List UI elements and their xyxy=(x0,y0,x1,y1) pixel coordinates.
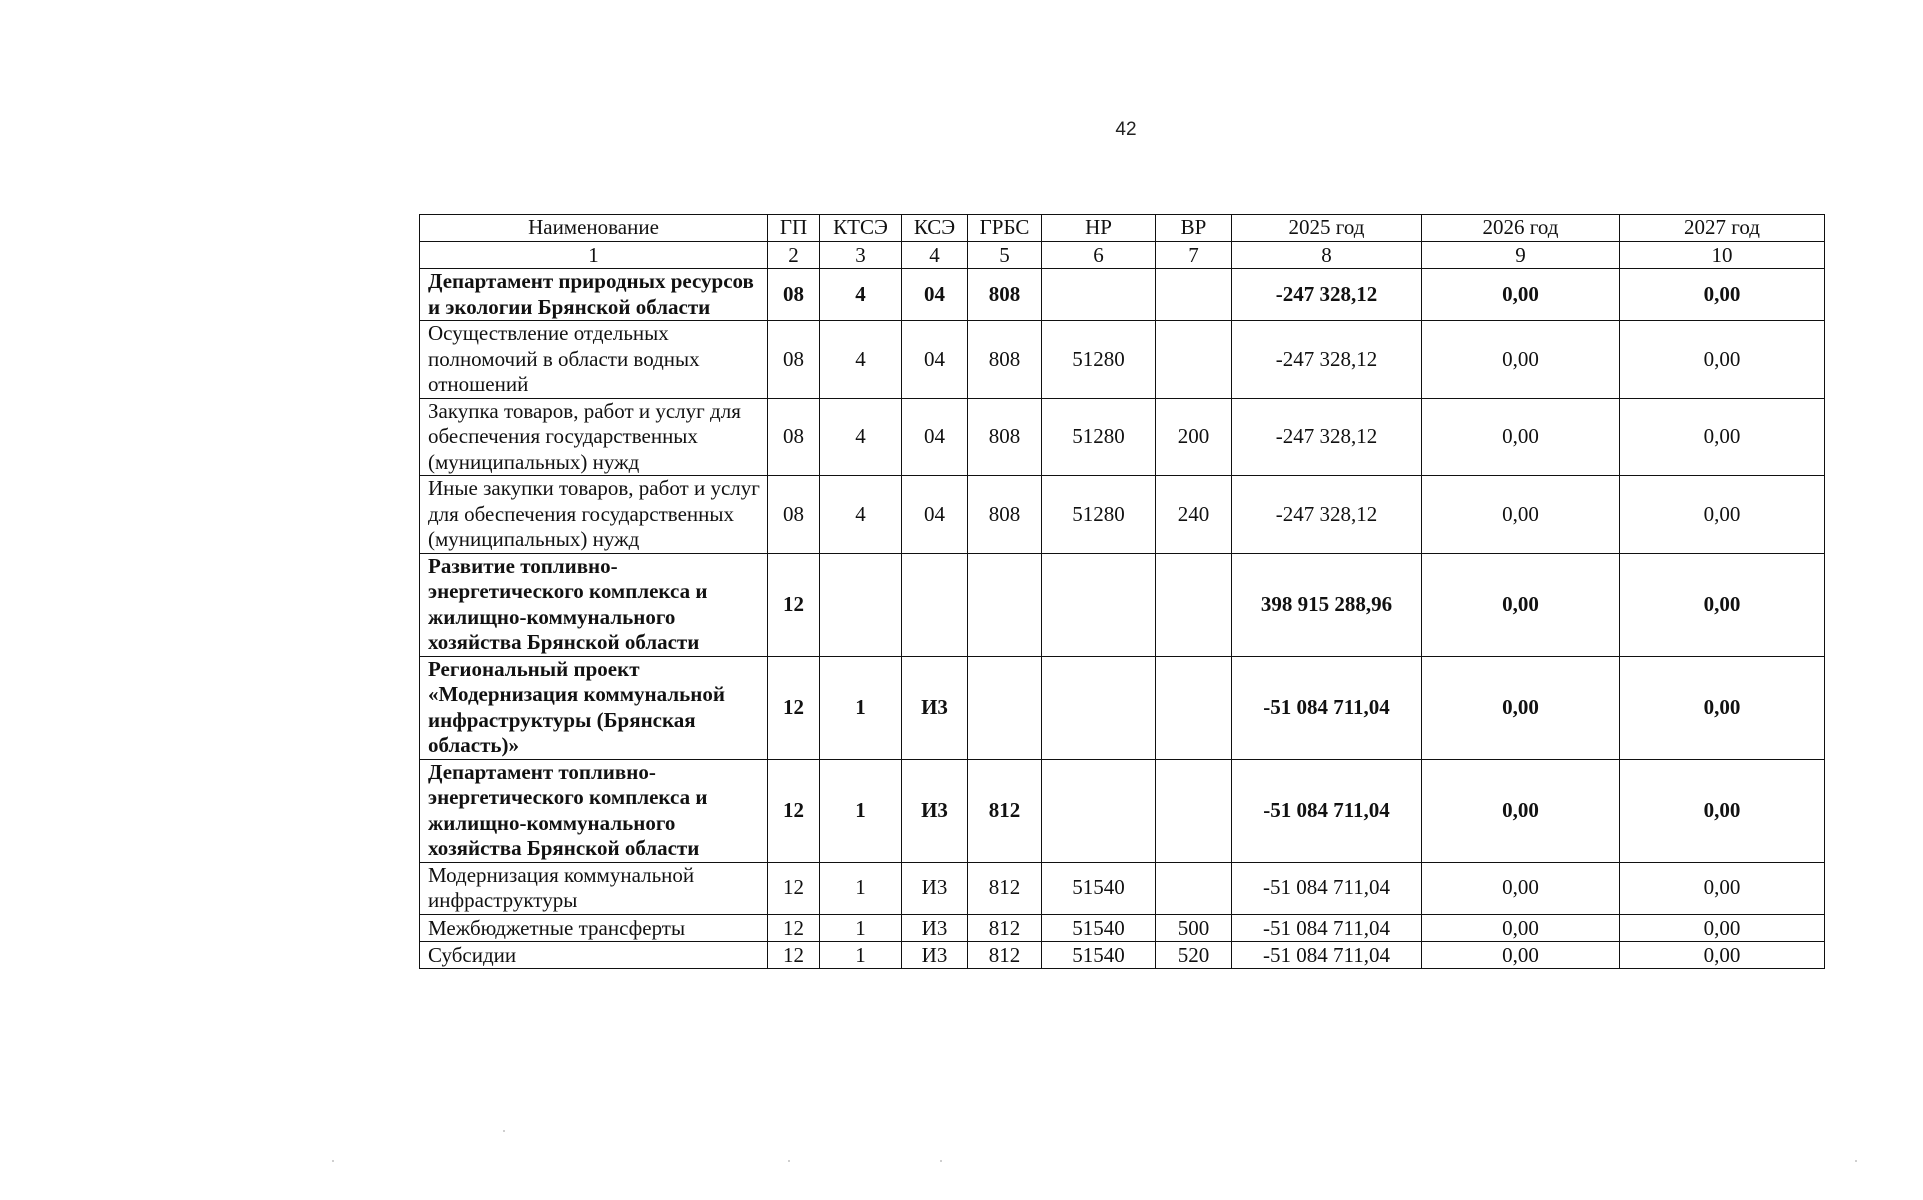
scan-speck xyxy=(503,1130,505,1132)
row-ktse-cell: 4 xyxy=(820,398,902,476)
column-number: 8 xyxy=(1232,242,1422,269)
row-kse-cell: 04 xyxy=(902,398,968,476)
row-2025-cell: -51 084 711,04 xyxy=(1232,914,1422,941)
row-2027-cell: 0,00 xyxy=(1620,476,1825,554)
row-grbs-cell: 812 xyxy=(968,759,1042,862)
row-2026-cell: 0,00 xyxy=(1422,941,1620,968)
row-kse-cell: 04 xyxy=(902,476,968,554)
row-gp-cell: 12 xyxy=(768,941,820,968)
column-number: 5 xyxy=(968,242,1042,269)
row-nr-cell: 51280 xyxy=(1042,476,1156,554)
table-row xyxy=(420,398,1825,476)
scan-speck xyxy=(332,1160,334,1162)
row-kse-cell xyxy=(902,553,968,656)
column-number: 2 xyxy=(768,242,820,269)
row-2025-cell: -51 084 711,04 xyxy=(1232,862,1422,914)
row-kse-cell: И3 xyxy=(902,862,968,914)
row-grbs-cell: 808 xyxy=(968,269,1042,321)
column-number: 7 xyxy=(1156,242,1232,269)
row-nr-cell: 51540 xyxy=(1042,862,1156,914)
scan-speck xyxy=(940,1160,942,1162)
row-name-cell: Департамент природных ресурсов и экологии Брянской области xyxy=(420,269,768,321)
column-number-row xyxy=(420,242,1825,269)
row-vr-cell xyxy=(1156,759,1232,862)
header-ktse: КТСЭ xyxy=(820,215,902,242)
table-row xyxy=(420,476,1825,554)
row-vr-cell: 200 xyxy=(1156,398,1232,476)
row-kse-cell: 04 xyxy=(902,269,968,321)
row-nr-cell: 51280 xyxy=(1042,321,1156,399)
header-gp: ГП xyxy=(768,215,820,242)
row-2025-cell: -247 328,12 xyxy=(1232,269,1422,321)
row-2026-cell: 0,00 xyxy=(1422,656,1620,759)
row-2025-cell: -247 328,12 xyxy=(1232,321,1422,399)
row-2027-cell: 0,00 xyxy=(1620,398,1825,476)
table-header-row xyxy=(420,215,1825,242)
row-vr-cell: 520 xyxy=(1156,941,1232,968)
header-2025: 2025 год xyxy=(1232,215,1422,242)
row-nr-cell xyxy=(1042,656,1156,759)
row-2026-cell: 0,00 xyxy=(1422,759,1620,862)
row-2027-cell: 0,00 xyxy=(1620,656,1825,759)
row-2025-cell: -51 084 711,04 xyxy=(1232,941,1422,968)
row-ktse-cell: 1 xyxy=(820,914,902,941)
page-number: 42 xyxy=(1115,119,1137,140)
row-2025-cell: -51 084 711,04 xyxy=(1232,656,1422,759)
row-gp-cell: 08 xyxy=(768,269,820,321)
row-vr-cell xyxy=(1156,656,1232,759)
column-number: 3 xyxy=(820,242,902,269)
table-row xyxy=(420,553,1825,656)
row-ktse-cell: 1 xyxy=(820,862,902,914)
row-nr-cell xyxy=(1042,269,1156,321)
row-gp-cell: 12 xyxy=(768,862,820,914)
row-2027-cell: 0,00 xyxy=(1620,941,1825,968)
row-kse-cell: И3 xyxy=(902,656,968,759)
table-row xyxy=(420,759,1825,862)
row-name-cell: Модернизация коммунальной инфраструктуры xyxy=(420,862,768,914)
row-gp-cell: 12 xyxy=(768,759,820,862)
row-name-cell: Департамент топливно-энергетического комплекса и жилищно-коммунального хозяйства Брянской области xyxy=(420,759,768,862)
row-nr-cell: 51280 xyxy=(1042,398,1156,476)
header-grbs: ГРБС xyxy=(968,215,1042,242)
row-grbs-cell: 808 xyxy=(968,476,1042,554)
row-kse-cell: И3 xyxy=(902,914,968,941)
row-2027-cell: 0,00 xyxy=(1620,759,1825,862)
row-2026-cell: 0,00 xyxy=(1422,398,1620,476)
row-ktse-cell: 4 xyxy=(820,476,902,554)
scan-speck xyxy=(1855,1160,1857,1162)
row-name-cell: Субсидии xyxy=(420,941,768,968)
row-name-cell: Иные закупки товаров, работ и услуг для обеспечения государственных (муниципальных) нужд xyxy=(420,476,768,554)
row-grbs-cell: 808 xyxy=(968,321,1042,399)
row-nr-cell xyxy=(1042,553,1156,656)
row-2025-cell: -247 328,12 xyxy=(1232,398,1422,476)
row-grbs-cell: 812 xyxy=(968,914,1042,941)
row-grbs-cell: 808 xyxy=(968,398,1042,476)
row-2027-cell: 0,00 xyxy=(1620,553,1825,656)
header-kse: КСЭ xyxy=(902,215,968,242)
row-gp-cell: 12 xyxy=(768,914,820,941)
header-nr: НР xyxy=(1042,215,1156,242)
row-vr-cell: 240 xyxy=(1156,476,1232,554)
row-ktse-cell: 4 xyxy=(820,321,902,399)
row-nr-cell xyxy=(1042,759,1156,862)
header-2027: 2027 год xyxy=(1620,215,1825,242)
table-row xyxy=(420,862,1825,914)
row-gp-cell: 08 xyxy=(768,321,820,399)
row-name-cell: Региональный проект «Модернизация коммунальной инфраструктуры (Брянская область)» xyxy=(420,656,768,759)
row-ktse-cell: 4 xyxy=(820,269,902,321)
table-row xyxy=(420,269,1825,321)
row-gp-cell: 12 xyxy=(768,656,820,759)
table-row xyxy=(420,941,1825,968)
table-row xyxy=(420,656,1825,759)
row-2027-cell: 0,00 xyxy=(1620,321,1825,399)
row-2026-cell: 0,00 xyxy=(1422,321,1620,399)
row-vr-cell xyxy=(1156,321,1232,399)
row-2027-cell: 0,00 xyxy=(1620,862,1825,914)
row-2026-cell: 0,00 xyxy=(1422,476,1620,554)
scan-speck xyxy=(788,1160,790,1162)
row-2027-cell: 0,00 xyxy=(1620,914,1825,941)
row-2025-cell: 398 915 288,96 xyxy=(1232,553,1422,656)
row-2026-cell: 0,00 xyxy=(1422,269,1620,321)
budget-table xyxy=(419,214,1825,969)
row-2025-cell: -247 328,12 xyxy=(1232,476,1422,554)
row-vr-cell: 500 xyxy=(1156,914,1232,941)
column-number: 9 xyxy=(1422,242,1620,269)
column-number: 6 xyxy=(1042,242,1156,269)
row-2027-cell: 0,00 xyxy=(1620,269,1825,321)
row-ktse-cell xyxy=(820,553,902,656)
row-gp-cell: 12 xyxy=(768,553,820,656)
row-kse-cell: 04 xyxy=(902,321,968,399)
row-kse-cell: И3 xyxy=(902,759,968,862)
row-vr-cell xyxy=(1156,269,1232,321)
column-number: 10 xyxy=(1620,242,1825,269)
row-nr-cell: 51540 xyxy=(1042,941,1156,968)
row-ktse-cell: 1 xyxy=(820,941,902,968)
row-2026-cell: 0,00 xyxy=(1422,914,1620,941)
row-name-cell: Закупка товаров, работ и услуг для обеспечения государственных (муниципальных) нужд xyxy=(420,398,768,476)
row-grbs-cell: 812 xyxy=(968,941,1042,968)
header-name: Наименование xyxy=(420,215,768,242)
table-row xyxy=(420,914,1825,941)
column-number: 4 xyxy=(902,242,968,269)
row-2026-cell: 0,00 xyxy=(1422,862,1620,914)
column-number: 1 xyxy=(420,242,768,269)
row-grbs-cell: 812 xyxy=(968,862,1042,914)
row-name-cell: Развитие топливно-энергетического комплекса и жилищно-коммунального хозяйства Брянской области xyxy=(420,553,768,656)
row-2026-cell: 0,00 xyxy=(1422,553,1620,656)
row-grbs-cell xyxy=(968,553,1042,656)
row-2025-cell: -51 084 711,04 xyxy=(1232,759,1422,862)
row-nr-cell: 51540 xyxy=(1042,914,1156,941)
row-name-cell: Осуществление отдельных полномочий в области водных отношений xyxy=(420,321,768,399)
header-2026: 2026 год xyxy=(1422,215,1620,242)
row-ktse-cell: 1 xyxy=(820,656,902,759)
row-grbs-cell xyxy=(968,656,1042,759)
header-vr: ВР xyxy=(1156,215,1232,242)
table-row xyxy=(420,321,1825,399)
row-name-cell: Межбюджетные трансферты xyxy=(420,914,768,941)
row-kse-cell: И3 xyxy=(902,941,968,968)
row-gp-cell: 08 xyxy=(768,398,820,476)
row-gp-cell: 08 xyxy=(768,476,820,554)
row-ktse-cell: 1 xyxy=(820,759,902,862)
row-vr-cell xyxy=(1156,862,1232,914)
row-vr-cell xyxy=(1156,553,1232,656)
